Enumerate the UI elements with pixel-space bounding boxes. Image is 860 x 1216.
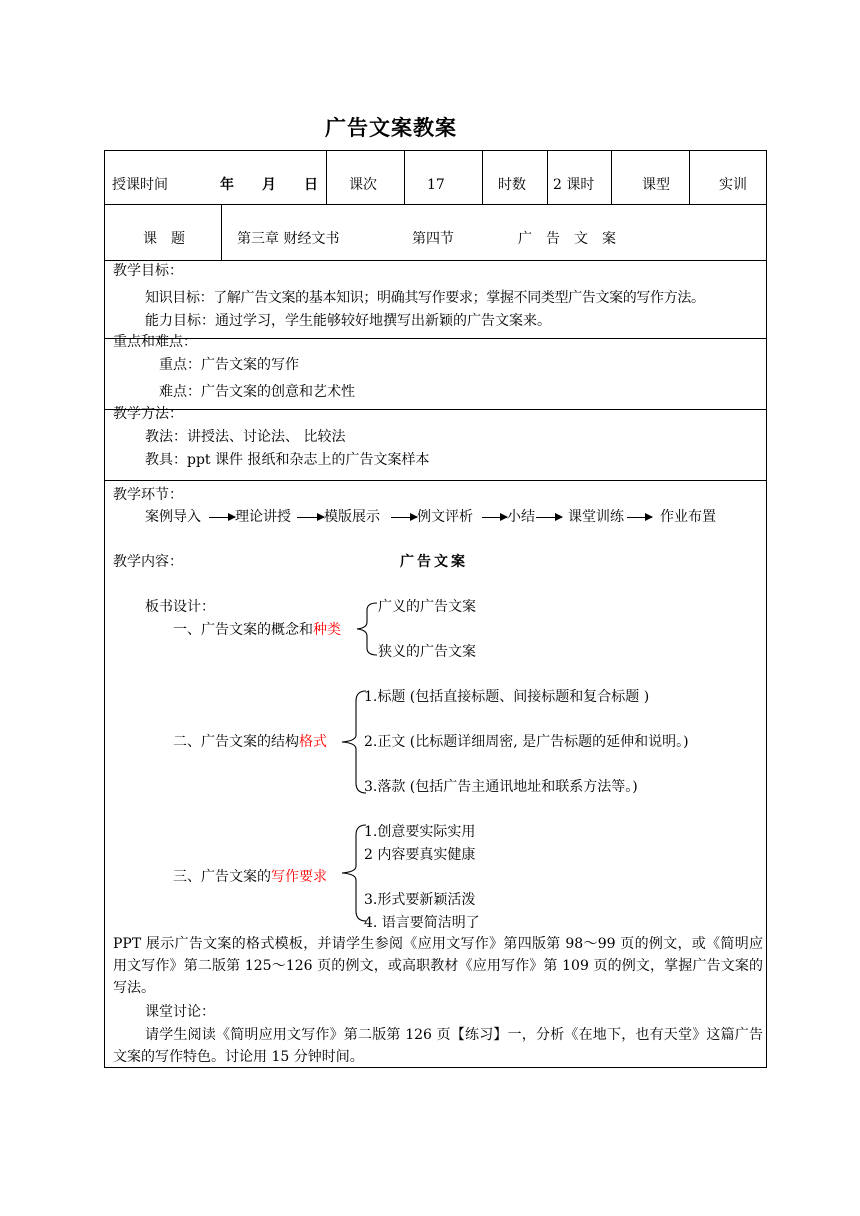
key-points-heading: 重点和难点：	[113, 334, 197, 350]
section-2-item: 1.标题 (包括直接标题、间接标题和复合标题 )	[364, 689, 650, 705]
teaching-method: 教法：讲授法、讨论法、 比较法	[145, 429, 346, 445]
section-2-item: 2.正文 (比标题详细周密, 是广告标题的延伸和说明。)	[364, 734, 689, 750]
section-1-title: 一、广告文案的概念和种类	[173, 622, 341, 638]
teaching-tools: 教具：ppt 课件 报纸和杂志上的广告文案样本	[145, 452, 430, 468]
section-2-item: 3.落款 (包括广告主通讯地址和联系方法等。)	[364, 779, 638, 795]
ppt-paragraph: PPT 展示广告文案的格式模板，并请学生参阅《应用文写作》第四版第 98～99 页的例文，或《简明应用文写作》第二版第 125～126 页的例文，或高职教材《应用写作》第 109 页的例文，掌握广告文案的写法。	[113, 936, 763, 996]
discussion-paragraph: 请学生阅读《简明应用文写作》第二版第 126 页【练习】一，分析《在地下，也有天堂》这篇广告文案的写作特色。讨论用 15 分钟时间。	[113, 1027, 763, 1065]
page-title: 广告文案教案	[325, 116, 457, 140]
section-2-highlight: 格式	[299, 734, 327, 750]
arrow-icon	[482, 517, 507, 518]
content-title: 广告文案	[400, 554, 468, 570]
time-label: 授课时间	[112, 177, 168, 193]
cell-divider	[404, 151, 405, 204]
cell-divider	[482, 151, 483, 204]
hours-label: 时数	[498, 177, 526, 193]
section-text: 第四节	[412, 231, 454, 247]
chapter-text: 第三章 财经文书	[237, 231, 340, 247]
arrow-icon	[297, 517, 324, 518]
process-step: 模版展示	[324, 509, 380, 525]
process-heading: 教学环节：	[113, 487, 183, 503]
lesson-value: 17	[427, 177, 445, 193]
board-design-label: 板书设计：	[145, 599, 215, 615]
cell-divider	[611, 151, 612, 204]
process-step: 案例导入	[145, 509, 201, 525]
row-divider	[105, 260, 766, 261]
type-label: 课型	[642, 177, 670, 193]
arrow-icon	[391, 517, 417, 518]
section-1-highlight: 种类	[313, 622, 341, 638]
process-step: 课堂训练	[568, 509, 624, 525]
ability-objective: 能力目标：通过学习，学生能够较好地撰写出新颖的广告文案来。	[145, 313, 551, 329]
arrow-icon	[536, 517, 562, 518]
row-divider	[105, 204, 766, 205]
section-3-highlight: 写作要求	[271, 869, 327, 885]
section-1-item: 广义的广告文案	[378, 599, 476, 615]
objectives-heading: 教学目标：	[113, 263, 183, 279]
section-2-title: 二、广告文案的结构格式	[173, 734, 327, 750]
brace-icon	[353, 601, 379, 657]
arrow-icon	[209, 517, 235, 518]
section-3-item: 3.形式要新颖活泼	[364, 892, 476, 908]
cell-divider	[326, 151, 327, 204]
difficulty-point: 难点：广告文案的创意和艺术性	[159, 384, 355, 400]
section-3-title: 三、广告文案的写作要求	[173, 869, 327, 885]
cell-divider	[547, 151, 548, 204]
content-heading: 教学内容：	[113, 554, 183, 570]
process-step: 理论讲授	[235, 509, 291, 525]
lesson-plan-table	[104, 150, 767, 1068]
section-3-item: 2 内容要真实健康	[364, 847, 476, 863]
section-3-item: 4. 语言要简洁明了	[364, 915, 480, 931]
process-step: 作业布置	[660, 509, 716, 525]
hours-value: 2 课时	[553, 177, 595, 193]
key-point: 重点：广告文案的写作	[159, 357, 299, 373]
topic-text: 广 告 文 案	[518, 231, 616, 247]
knowledge-objective: 知识目标：了解广告文案的基本知识；明确其写作要求；掌握不同类型广告文案的写作方法。	[145, 290, 705, 306]
cell-divider	[689, 151, 690, 204]
cell-divider	[221, 204, 222, 260]
process-step: 例文评析	[417, 509, 473, 525]
lesson-label: 课次	[349, 177, 377, 193]
section-3-item: 1.创意要实际实用	[364, 824, 476, 840]
row-divider	[105, 480, 766, 481]
row-divider	[105, 409, 766, 410]
row-divider	[105, 338, 766, 339]
process-step: 小结	[507, 509, 535, 525]
type-value: 实训	[719, 177, 747, 193]
arrow-icon	[627, 517, 652, 518]
discussion-heading: 课堂讨论：	[145, 1004, 215, 1020]
date-field: 年 月 日	[220, 177, 318, 193]
methods-heading: 教学方法：	[113, 406, 183, 422]
section-1-item: 狭义的广告文案	[378, 644, 476, 660]
topic-label: 课 题	[143, 231, 185, 247]
